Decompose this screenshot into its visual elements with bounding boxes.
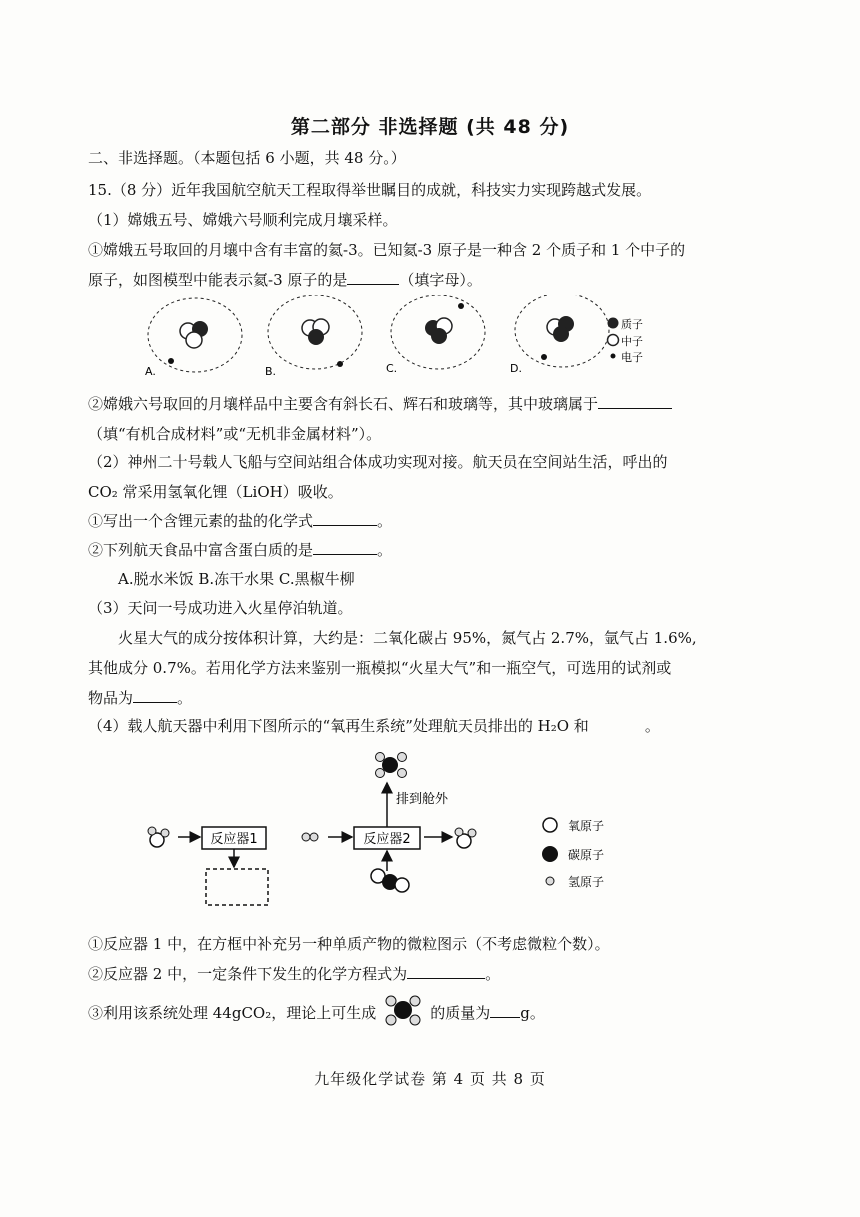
methane-molecule-icon (376, 753, 407, 778)
q15-part3-title: （3）天问一号成功进入火星停泊轨道。 (88, 599, 353, 617)
q15-part4-q1: ①反应器 1 中，在方框中补充另一种单质产物的微粒图示（不考虑微粒个数）。 (88, 935, 610, 953)
q15-part1-title: （1）嫦娥五号、嫦娥六号顺利完成月壤采样。 (88, 211, 398, 229)
q15-part4-q3-text: ③利用该系统处理 44gCO₂，理论上可生成 (88, 1004, 377, 1022)
reactor2-label: 反应器2 (363, 832, 411, 847)
q15-part4-q3-unit: g。 (520, 1004, 545, 1022)
q15-part4-title: （4）载人航天器中利用下图所示的“氧再生系统”处理航天员排出的 H₂O 和 。 (88, 717, 660, 735)
legend-hydrogen: 氢原子 (568, 875, 605, 889)
q15-part1-q1-line1: ①嫦娥五号取回的月壤中含有丰富的氦-3。已知氦-3 原子是一种含 2 个质子和 1 个中子的 (88, 241, 686, 259)
atom-models-figure (140, 295, 700, 385)
q15-part3-line3: 物品为 。 (88, 689, 193, 707)
atom-label-a: A. (145, 365, 156, 378)
methane-inline-icon (376, 1004, 430, 1018)
reactor1-label: 反应器1 (210, 832, 258, 847)
q15-part4-q3 (88, 1003, 545, 1023)
q15-part4-q2-text: ②反应器 2 中，一定条件下发生的化学方程式为 (88, 965, 408, 983)
product-answer-box[interactable] (206, 869, 268, 905)
q15-part2-q1-text: ①写出一个含锂元素的盐的化学式 (88, 512, 314, 530)
q15-part2-sub: CO₂ 常采用氢氧化锂（LiOH）吸收。 (88, 483, 343, 501)
atom-option-b (265, 295, 362, 378)
q15-part4-title-text: （4）载人航天器中利用下图所示的“氧再生系统”处理航天员排出的 H₂O 和 (88, 717, 589, 735)
q15-part1-q1-line2 (88, 270, 482, 290)
legend-neutron: 中子 (621, 335, 643, 348)
hydrogen-molecule-icon (302, 833, 318, 841)
atom-option-c (386, 295, 485, 375)
q15-part1-q1-text: 原子，如图模型中能表示氦-3 原子的是 (88, 271, 348, 289)
q15-part2-q1: ①写出一个含锂元素的盐的化学式 。 (88, 512, 393, 530)
atom-label-b: B. (265, 365, 277, 378)
page-title: 第二部分 非选择题 (共 48 分) (290, 116, 570, 138)
answer-blank[interactable] (598, 394, 672, 409)
atom-legend (608, 317, 644, 364)
q15-part3-line1: 火星大气的成分按体积计算，大约是：二氧化碳占 95%，氮气占 2.7%，氩气占 1.6%, (118, 629, 697, 647)
water-molecule-out-icon (455, 828, 476, 848)
q15-part1-q2-text: ②嫦娥六号取回的月壤样品中主要含有斜长石、辉石和玻璃等，其中玻璃属于 (88, 395, 599, 413)
page-footer: 九年级化学试卷 第 4 页 共 8 页 (314, 1070, 546, 1088)
answer-blank[interactable] (407, 964, 485, 979)
oxygen-regeneration-diagram (140, 745, 660, 920)
vent-label: 排到舱外 (396, 792, 449, 807)
q15-part2-q2-text: ②下列航天食品中富含蛋白质的是 (88, 541, 314, 559)
legend-oxygen: 氧原子 (568, 819, 605, 833)
q15-part3-line3-text: 物品为 (88, 689, 134, 707)
answer-blank[interactable] (490, 1003, 520, 1018)
q15-part3-line2: 其他成分 0.7%。若用化学方法来鉴别一瓶模拟“火星大气”和一瓶空气，可选用的试剂或 (88, 659, 672, 677)
atom-label-c: C. (386, 362, 398, 375)
q15-part2-title: （2）神州二十号载人飞船与空间站组合体成功实现对接。航天员在空间站生活，呼出的 (88, 453, 668, 471)
legend-proton: 质子 (621, 318, 643, 331)
section-intro: 二、非选择题。（本题包括 6 小题，共 48 分。） (88, 149, 406, 167)
q15-part2-q2: ②下列航天食品中富含蛋白质的是 。 (88, 541, 393, 559)
atom-label-d: D. (510, 362, 522, 375)
answer-blank[interactable] (133, 688, 177, 703)
q15-part1-q2-line1 (88, 394, 672, 414)
q15-part2-options: A.脱水米饭 B.冻干水果 C.黑椒牛柳 (118, 570, 355, 588)
legend-carbon: 碳原子 (568, 848, 605, 862)
q15-part1-q1-hint: （填字母）。 (399, 271, 482, 289)
q15-part1-q2-line2: （填“有机合成材料”或“无机非金属材料”）。 (88, 425, 382, 443)
legend-electron: 电子 (621, 351, 643, 364)
answer-blank[interactable] (313, 540, 377, 555)
q15-part4-q3-mid: 的质量为 (430, 1004, 491, 1022)
q15-part4-q2: ②反应器 2 中，一定条件下发生的化学方程式为 。 (88, 965, 501, 983)
water-molecule-icon (148, 827, 169, 847)
answer-blank[interactable] (313, 511, 377, 526)
q15-stem: 15.（8 分）近年我国航空航天工程取得举世瞩目的成就，科技实力实现跨越式发展。 (88, 181, 652, 199)
diagram-legend (542, 818, 604, 889)
answer-blank[interactable] (347, 270, 399, 285)
atom-option-d (510, 295, 609, 375)
atom-option-a (145, 298, 242, 378)
co2-molecule-icon (371, 869, 409, 892)
